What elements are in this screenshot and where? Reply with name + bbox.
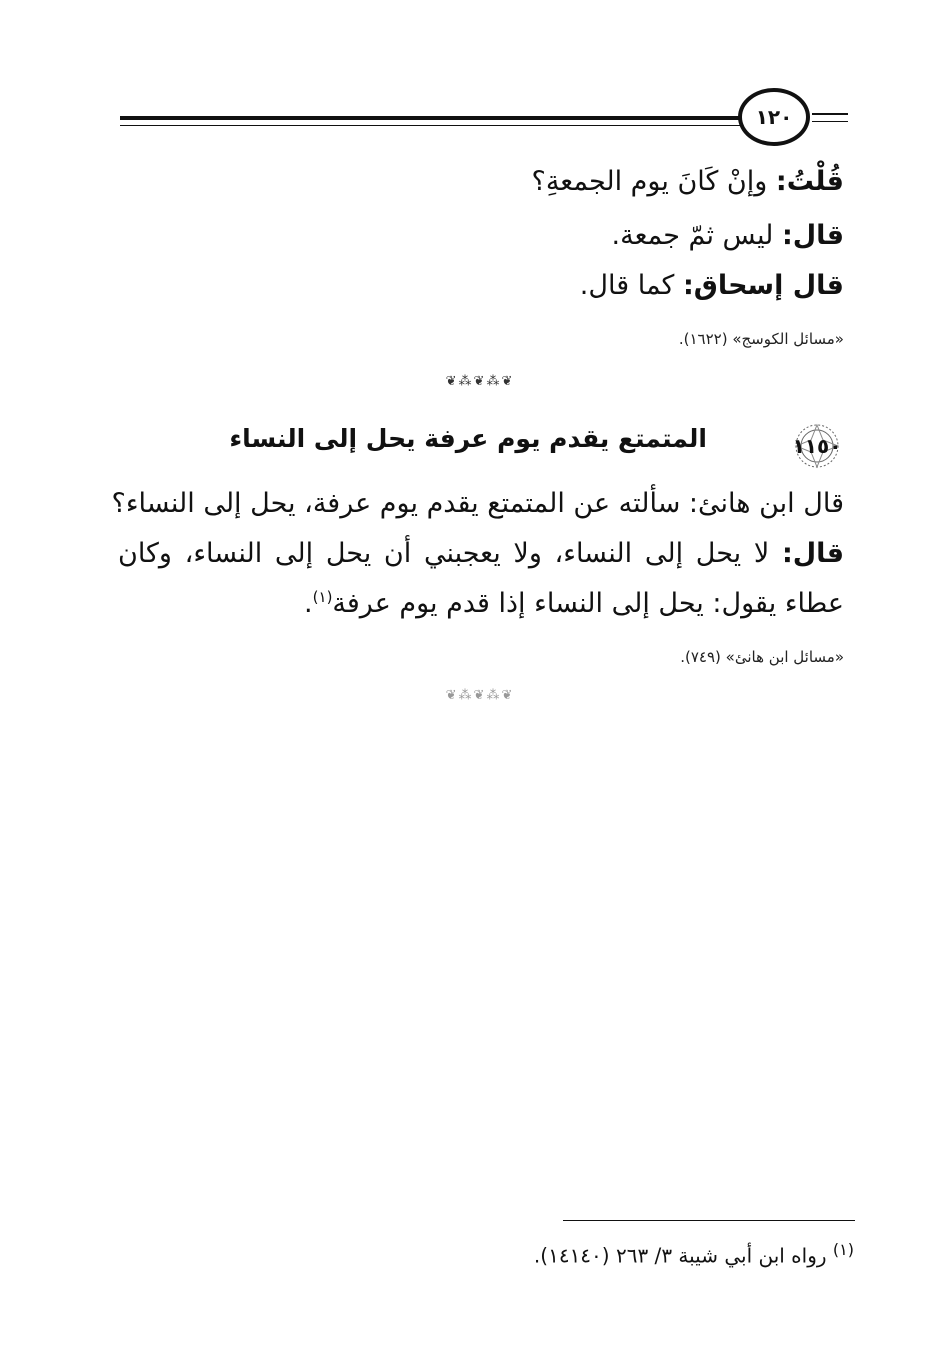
dialogue-line-1 [532, 166, 845, 197]
dialogue-line-3 [580, 270, 844, 301]
section-number-badge [785, 423, 849, 469]
question-line: قال ابن هانئ: سألته عن المتمتع يقدم يوم عرفة، يحل إلى النساء؟ [111, 488, 844, 519]
answer-line-1 [118, 538, 844, 569]
footnote-marker: (١) [832, 1240, 854, 1259]
answer-line-2 [304, 588, 844, 619]
section-number: ١١٥٠ [792, 434, 842, 458]
answer-text-continued: عطاء يقول: يحل إلى النساء إذا قدم يوم عرفة [332, 588, 844, 619]
header-rule-right [812, 113, 848, 115]
answer-label: قال: [781, 538, 844, 569]
header-rule-thin [120, 125, 740, 126]
footnote-reference[interactable]: (١) [312, 588, 333, 606]
footnote-rule [563, 1220, 855, 1221]
dialogue-label: قال إسحاق: [683, 270, 844, 301]
dialogue-label: قُلْتُ: [775, 166, 844, 197]
footnote [534, 1240, 854, 1268]
header-rule-thick [120, 116, 740, 120]
ornament-divider-faint: ❦⁂❦⁂❦ [445, 688, 515, 703]
answer-text: لا يحل إلى النساء، ولا يعجبني أن يحل إلى النساء، وكان [118, 538, 770, 569]
sentence-end: . [304, 588, 313, 619]
source-citation-2: «مسائل ابن هانئ» (٧٤٩). [680, 648, 844, 666]
footnote-text: رواه ابن أبي شيبة ٣/ ٢٦٣ (١٤١٤٠). [533, 1243, 827, 1268]
source-citation: «مسائل الكوسج» (١٦٢٢). [678, 330, 844, 348]
section-title: المتمتع يقدم يوم عرفة يحل إلى النساء [229, 424, 707, 453]
dialogue-text: وإنْ كَانَ يوم الجمعةِ؟ [531, 166, 768, 197]
dialogue-line-2 [612, 220, 844, 251]
dialogue-text: كما قال. [579, 270, 675, 301]
header-rule-right-thin [812, 121, 848, 122]
dialogue-label: قال: [781, 220, 844, 251]
page-number: ١٢٠ [738, 88, 810, 146]
ornament-divider: ❦⁂❦⁂❦ [445, 374, 515, 389]
dialogue-text: ليس ثمّ جمعة. [611, 220, 774, 251]
